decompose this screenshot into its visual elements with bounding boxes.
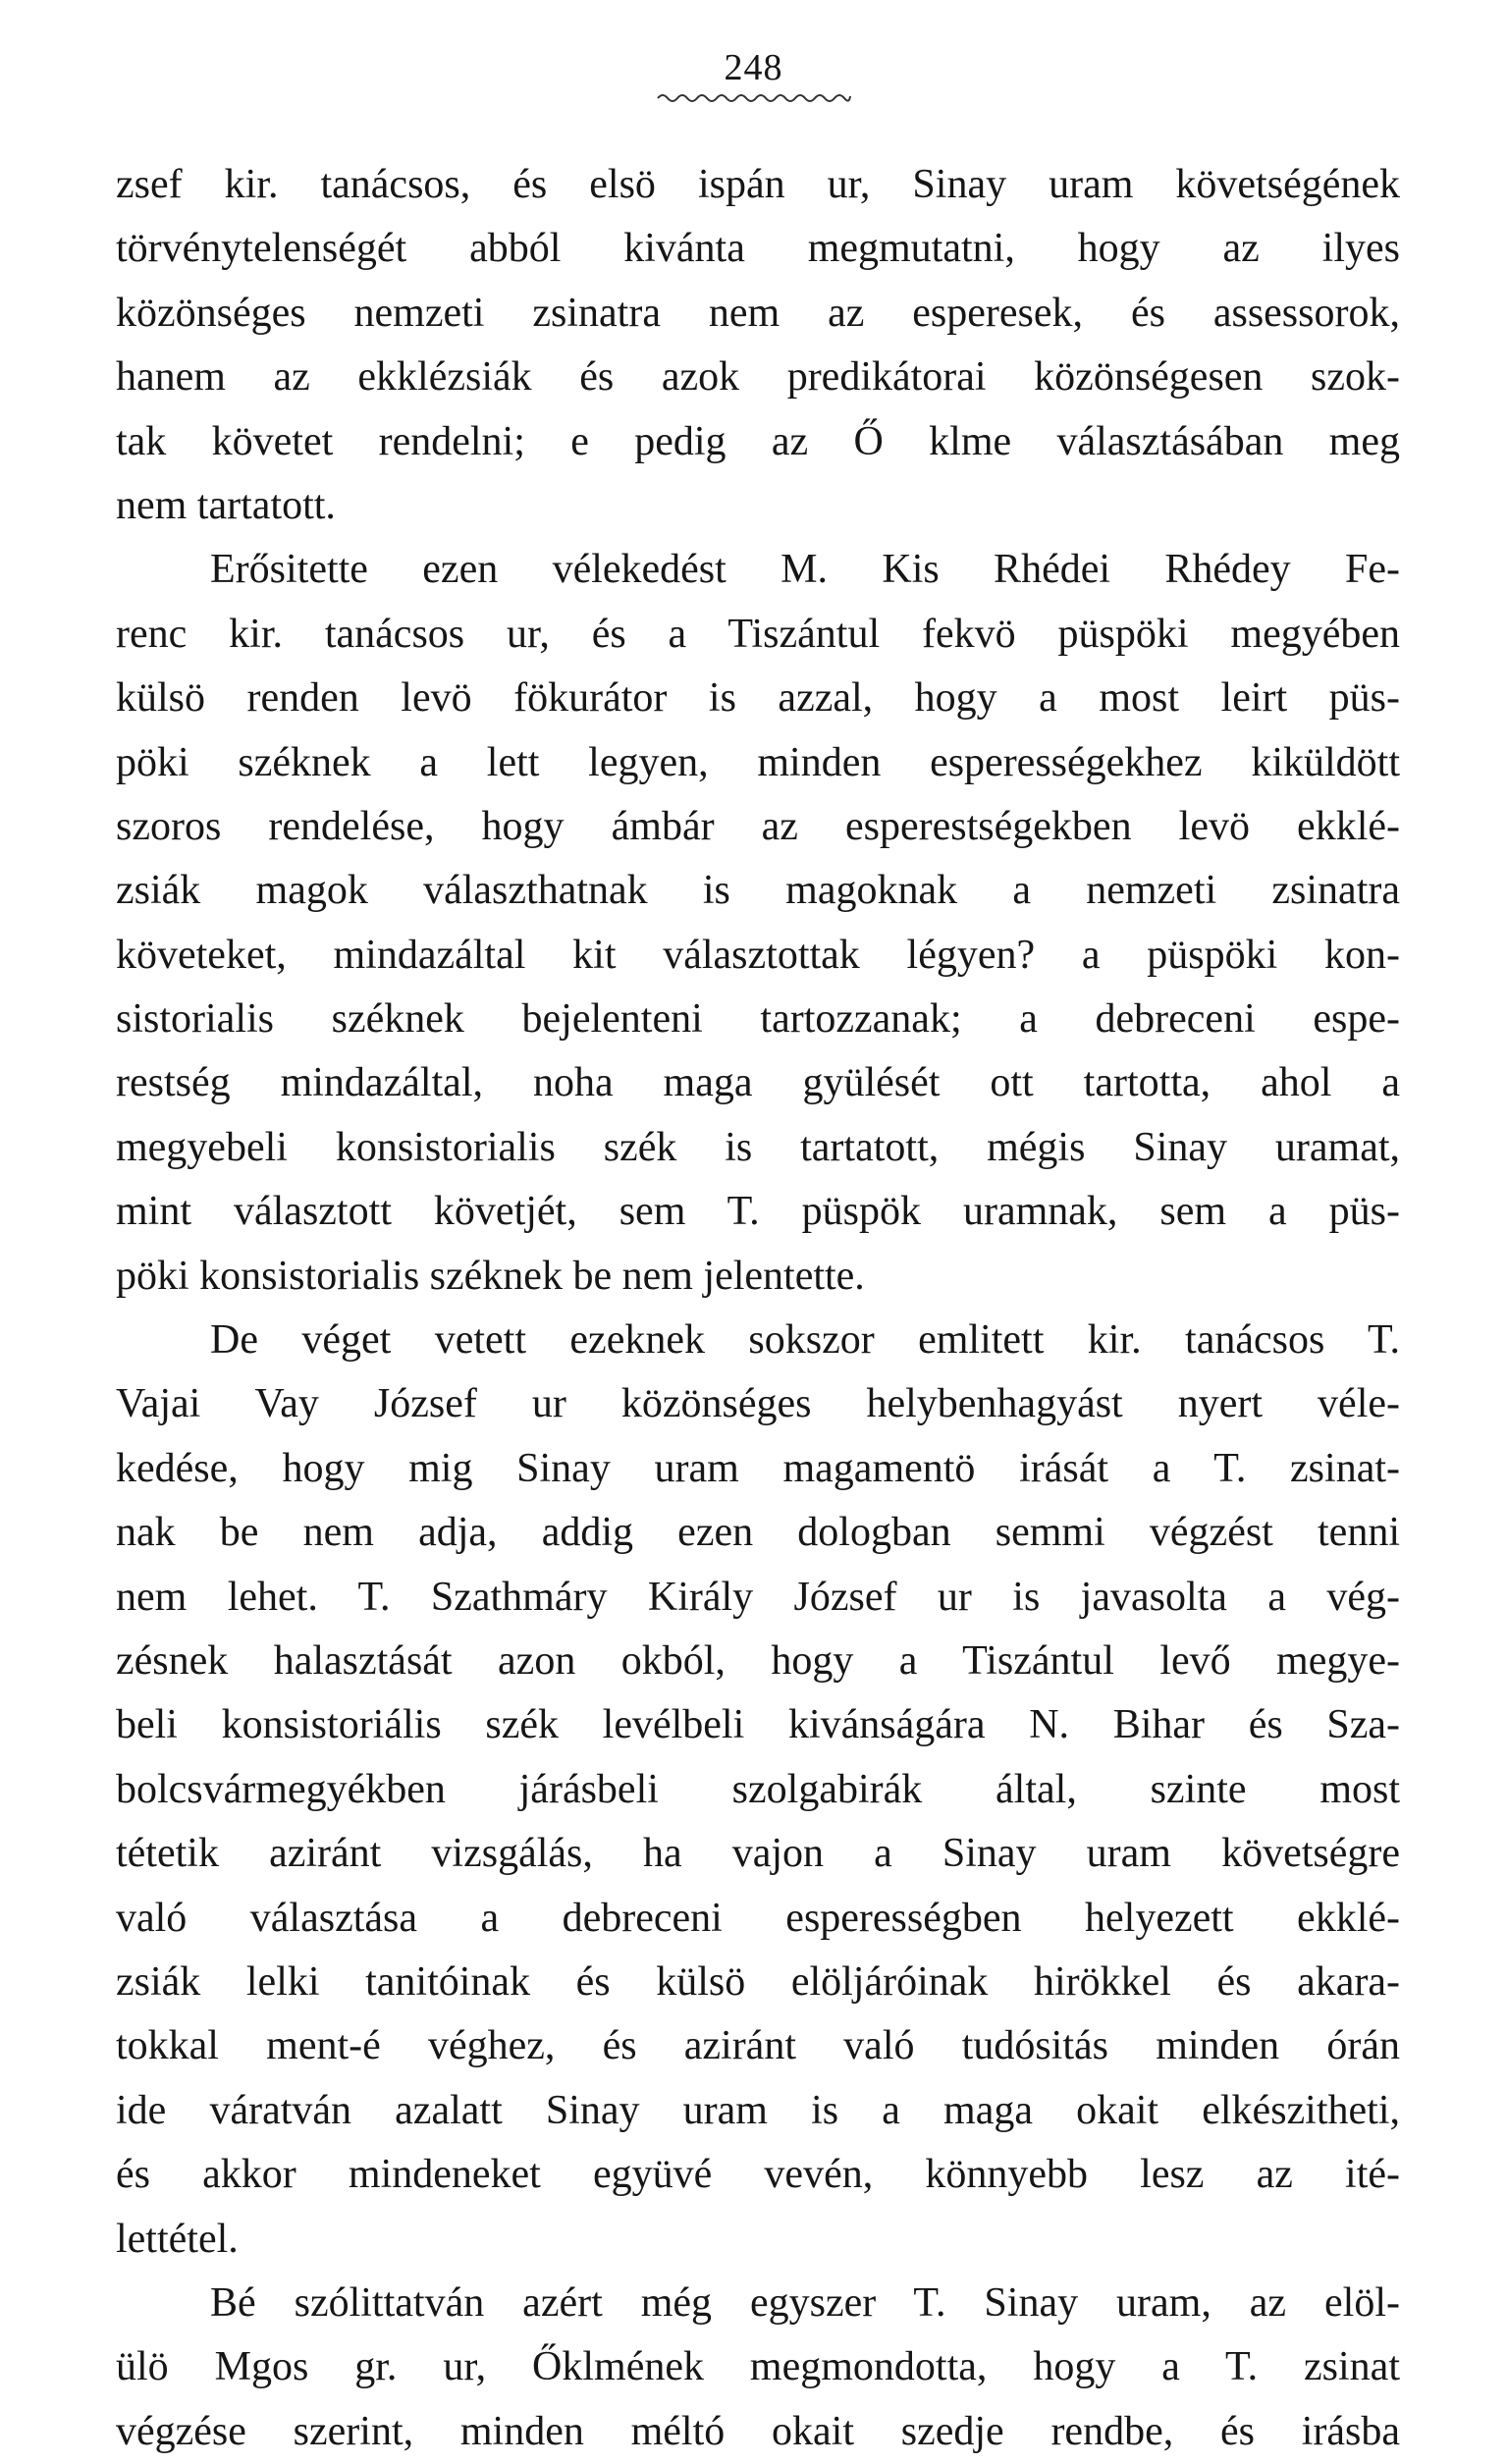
- text-line: zsiák lelki tanitóinak és külsö elöljáróinak hirökkel és akara-: [116, 1958, 1400, 2005]
- body-text: [116, 153, 1400, 2464]
- text-line: ülö Mgos gr. ur, Őklmének megmondotta, hogy a T. zsinat: [116, 2344, 1400, 2390]
- wavy-underline-ornament: [656, 90, 852, 106]
- text-line: zsiák magok választhatnak is magoknak a nemzeti zsinatra: [116, 868, 1400, 914]
- text-line: és akkor mindeneket együvé vevén, könnyebb lesz az ité-: [116, 2152, 1400, 2198]
- text-line: ide váratván azalatt Sinay uram is a maga okait elkészitheti,: [116, 2087, 1400, 2133]
- text-line: követeket, mindazáltal kit választottak légyen? a püspöki kon-: [116, 932, 1400, 978]
- page-number: 248: [724, 47, 783, 88]
- text-line: restség mindazáltal, noha maga gyülését ott tartotta, ahol a: [116, 1060, 1400, 1106]
- text-line: törvénytelenségét abból kivánta megmutatni, hogy az ilyes: [116, 226, 1400, 272]
- paragraph-end-line: nem tartatott.: [116, 482, 336, 528]
- paragraph-end-line: lettétel.: [116, 2216, 239, 2262]
- paragraph-start-line: Bé szólittatván azért még egyszer T. Sinay uram, az elöl-: [210, 2279, 1400, 2326]
- text-line: tokkal ment-é véghez, és aziránt való tudósitás minden órán: [116, 2023, 1400, 2069]
- text-line: mint választott követjét, sem T. püspök uramnak, sem a püs-: [116, 1189, 1400, 1235]
- text-line: bolcsvármegyékben járásbeli szolgabirák által, szinte most: [116, 1766, 1400, 1812]
- text-line: beli konsistoriális szék levélbeli kivánságára N. Bihar és Sza-: [116, 1702, 1400, 1748]
- text-line: tak követet rendelni; e pedig az Ő klme választásában meg: [116, 418, 1400, 464]
- text-line: tétetik aziránt vizsgálás, ha vajon a Sinay uram követségre: [116, 1831, 1400, 1877]
- text-line: végzése szerint, minden méltó okait szedje rendbe, és irásba: [116, 2408, 1400, 2454]
- text-line: nak be nem adja, addig ezen dologban semmi végzést tenni: [116, 1510, 1400, 1556]
- page-header: [0, 49, 1507, 106]
- text-line: hanem az ekklézsiák és azok predikátorai közönségesen szok-: [116, 354, 1400, 401]
- text-line: zsef kir. tanácsos, és elsö ispán ur, Sinay uram követségének: [116, 162, 1400, 207]
- text-line: zésnek halasztását azon okból, hogy a Tiszántul levő megye-: [116, 1637, 1400, 1684]
- paragraph-start-line: Erősitette ezen vélekedést M. Kis Rhédei Rhédey Fe-: [210, 547, 1400, 593]
- text-line: nem lehet. T. Szathmáry Király József ur is javasolta a vég-: [116, 1574, 1400, 1620]
- text-line: sistorialis széknek bejelenteni tartozzanak; a debreceni espe-: [116, 996, 1400, 1043]
- text-line: közönséges nemzeti zsinatra nem az esperesek, és assessorok,: [116, 290, 1400, 336]
- paragraph-start-line: De véget vetett ezeknek sokszor emlitett kir. tanácsos T.: [210, 1317, 1400, 1364]
- text-line: pöki széknek a lett legyen, minden esperességekhez kiküldött: [116, 739, 1400, 785]
- text-line: Vajai Vay József ur közönséges helybenhagyást nyert véle-: [116, 1381, 1400, 1427]
- text-line: renc kir. tanácsos ur, és a Tiszántul fekvö püspöki megyében: [116, 611, 1400, 657]
- text-line: való választása a debreceni esperességben helyezett ekklé-: [116, 1895, 1400, 1941]
- text-line: külsö renden levö fökurátor is azzal, hogy a most leirt püs-: [116, 675, 1400, 722]
- text-line: kedése, hogy mig Sinay uram magamentö irását a T. zsinat-: [116, 1445, 1400, 1491]
- text-line: szoros rendelése, hogy ámbár az esperestségekben levö ekklé-: [116, 803, 1400, 849]
- text-line: megyebeli konsistorialis szék is tartatott, mégis Sinay uramat,: [116, 1124, 1400, 1170]
- paragraph-end-line: pöki konsistorialis széknek be nem jelentette.: [116, 1253, 865, 1299]
